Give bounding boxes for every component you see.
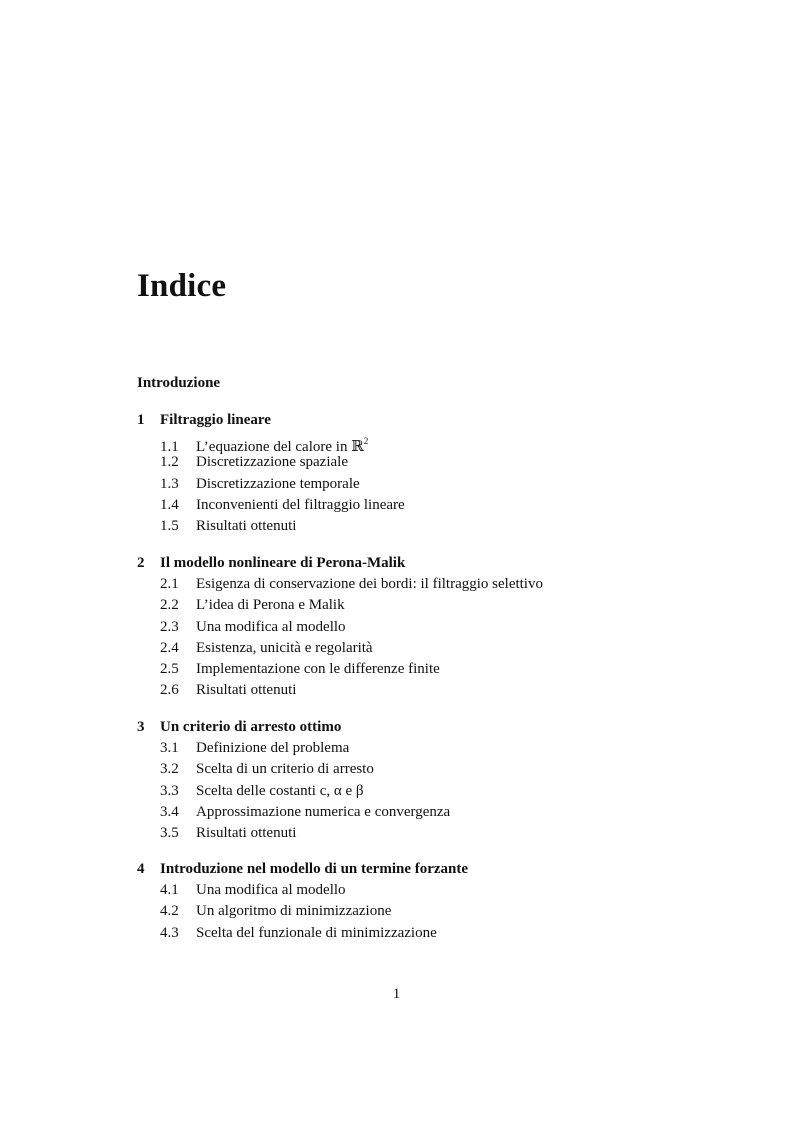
toc-section	[137, 802, 450, 823]
toc-section	[137, 452, 405, 473]
chapter-number: 4	[137, 861, 145, 877]
toc-section	[137, 516, 405, 537]
chapter-heading	[137, 717, 450, 738]
section-title: Risultati ottenuti	[196, 518, 297, 535]
page-title: Indice	[137, 268, 227, 304]
section-title: Esigenza di conservazione dei bordi: il filtraggio selettivo	[196, 576, 543, 592]
chapter-number: 1	[137, 412, 145, 428]
toc-section	[137, 595, 543, 616]
section-title: Scelta di un criterio di arresto	[196, 761, 374, 778]
section-number: 4.1	[160, 882, 179, 898]
toc-section	[137, 638, 543, 659]
section-number: 4.2	[160, 903, 179, 920]
section-number: 2.1	[160, 576, 179, 592]
chapter-heading	[137, 553, 543, 574]
section-title: L’equazione del calore in ℝ	[196, 439, 364, 455]
section-title: Approssimazione numerica e convergenza	[196, 803, 451, 820]
section-number: 2.3	[160, 618, 179, 635]
toc-introduction: Introduzione	[137, 375, 221, 391]
section-title: Scelta del funzionale di minimizzazione	[196, 924, 437, 941]
section-number: 3.4	[160, 803, 179, 820]
section-title: Discretizzazione temporale	[196, 475, 360, 492]
toc-section	[137, 923, 468, 944]
toc-section	[137, 759, 450, 780]
section-title: Una modifica al modello	[196, 882, 346, 898]
section-number: 2.2	[160, 597, 179, 614]
section-title: Risultati ottenuti	[196, 682, 297, 699]
section-title: Risultati ottenuti	[196, 825, 297, 842]
toc-section	[137, 431, 405, 455]
section-number: 1.5	[160, 518, 179, 535]
toc-section	[137, 617, 543, 638]
toc-section	[137, 574, 543, 595]
section-title: L’idea di Perona e Malik	[196, 597, 345, 614]
toc-chapter-2	[137, 553, 543, 702]
chapter-title: Introduzione nel modello di un termine forzante	[160, 861, 469, 877]
section-number: 1.3	[160, 475, 179, 492]
toc-section	[137, 474, 405, 495]
section-number: 3.5	[160, 825, 179, 842]
section-number: 2.4	[160, 639, 179, 656]
chapter-heading	[137, 859, 468, 880]
toc-chapter-4	[137, 859, 468, 944]
toc-section	[137, 738, 450, 759]
section-number: 1.1	[160, 439, 179, 455]
toc-section	[137, 659, 543, 680]
section-number: 4.3	[160, 924, 179, 941]
section-title: Esistenza, unicità e regolarità	[196, 639, 373, 656]
toc-chapter-1	[137, 410, 405, 537]
section-title: Discretizzazione spaziale	[196, 454, 348, 471]
section-title: Implementazione con le differenze finite	[196, 661, 440, 678]
chapter-heading	[137, 410, 405, 431]
chapter-title: Filtraggio lineare	[160, 412, 271, 428]
chapter-title: Il modello nonlineare di Perona-Malik	[160, 555, 406, 571]
toc-chapter-3	[137, 717, 450, 844]
chapter-title: Un criterio di arresto ottimo	[160, 719, 342, 735]
section-number: 1.4	[160, 496, 179, 513]
section-number: 2.6	[160, 682, 179, 699]
section-title: Una modifica al modello	[196, 618, 346, 635]
toc-section	[137, 495, 405, 516]
toc-section	[137, 680, 543, 701]
section-title: Scelta delle costanti c, α e β	[196, 782, 364, 799]
superscript: 2	[363, 436, 369, 446]
section-title: Definizione del problema	[196, 740, 350, 756]
section-title: Un algoritmo di minimizzazione	[196, 903, 392, 920]
section-title: Inconvenienti del filtraggio lineare	[196, 496, 405, 513]
section-number: 3.2	[160, 761, 179, 778]
page-number: 1	[392, 986, 401, 1002]
toc-section	[137, 823, 450, 844]
toc-section	[137, 901, 468, 922]
section-number: 3.1	[160, 740, 179, 756]
section-number: 2.5	[160, 661, 179, 678]
section-number: 3.3	[160, 782, 179, 799]
chapter-number: 3	[137, 719, 145, 735]
section-number: 1.2	[160, 454, 179, 471]
toc-section	[137, 880, 468, 901]
chapter-number: 2	[137, 555, 145, 571]
toc-section	[137, 781, 450, 802]
